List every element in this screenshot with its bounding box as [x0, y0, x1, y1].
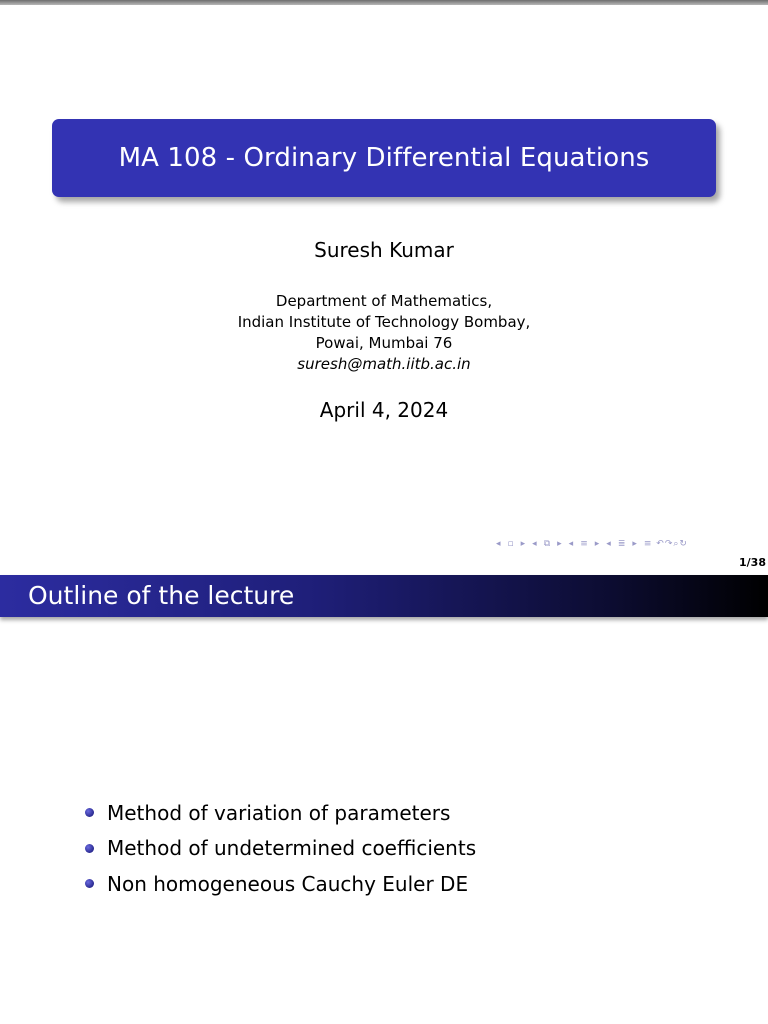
- affiliation-line: Powai, Mumbai 76: [315, 334, 453, 352]
- prev-subsection-icon[interactable]: ◂: [532, 539, 538, 549]
- list-item-text: Method of undetermined coefficients: [107, 836, 477, 861]
- title-box: [52, 119, 716, 197]
- affiliation-line: Indian Institute of Technology Bombay,: [237, 313, 531, 331]
- next-section-icon[interactable]: ▸: [594, 539, 601, 549]
- presentation-date: April 4, 2024: [319, 398, 449, 422]
- affiliation: [0, 291, 768, 375]
- prev-section-icon[interactable]: ◂: [568, 539, 575, 549]
- section-icon[interactable]: ≡: [580, 539, 589, 549]
- bullet-icon: [85, 844, 94, 853]
- author-name: Suresh Kumar: [314, 238, 454, 262]
- frame-title-bar: [0, 575, 768, 617]
- document-icon[interactable]: ≣: [617, 539, 627, 549]
- author-email: suresh@math.iitb.ac.in: [297, 355, 471, 373]
- search-icon[interactable]: ▸: [632, 539, 638, 549]
- frame-title: Outline of the lecture: [28, 581, 295, 610]
- list-item: [84, 866, 476, 902]
- list-item: [84, 795, 476, 831]
- frame-icon[interactable]: ▫: [507, 539, 515, 549]
- back-icon[interactable]: ◂: [606, 539, 612, 549]
- prev-frame-icon[interactable]: ◂: [496, 539, 502, 549]
- list-item-text: Non homogeneous Cauchy Euler DE: [107, 871, 469, 896]
- subsection-icon[interactable]: ⧉: [543, 539, 552, 549]
- bullet-icon: [85, 879, 94, 888]
- list-item: [84, 831, 476, 867]
- loop-icon[interactable]: ≡ ↶↷⌕↻: [643, 539, 688, 549]
- page-number: 1/38: [739, 556, 766, 569]
- list-item-text: Method of variation of parameters: [107, 800, 451, 825]
- presentation-title: MA 108 - Ordinary Differential Equations: [118, 143, 650, 173]
- bullet-icon: [85, 808, 94, 817]
- affiliation-line: Department of Mathematics,: [275, 292, 493, 310]
- title-slide: [0, 5, 768, 573]
- outline-list: [84, 795, 476, 902]
- next-subsection-icon[interactable]: ▸: [557, 539, 563, 549]
- next-frame-icon[interactable]: ▸: [520, 539, 527, 549]
- beamer-navigation-bar: [496, 539, 688, 549]
